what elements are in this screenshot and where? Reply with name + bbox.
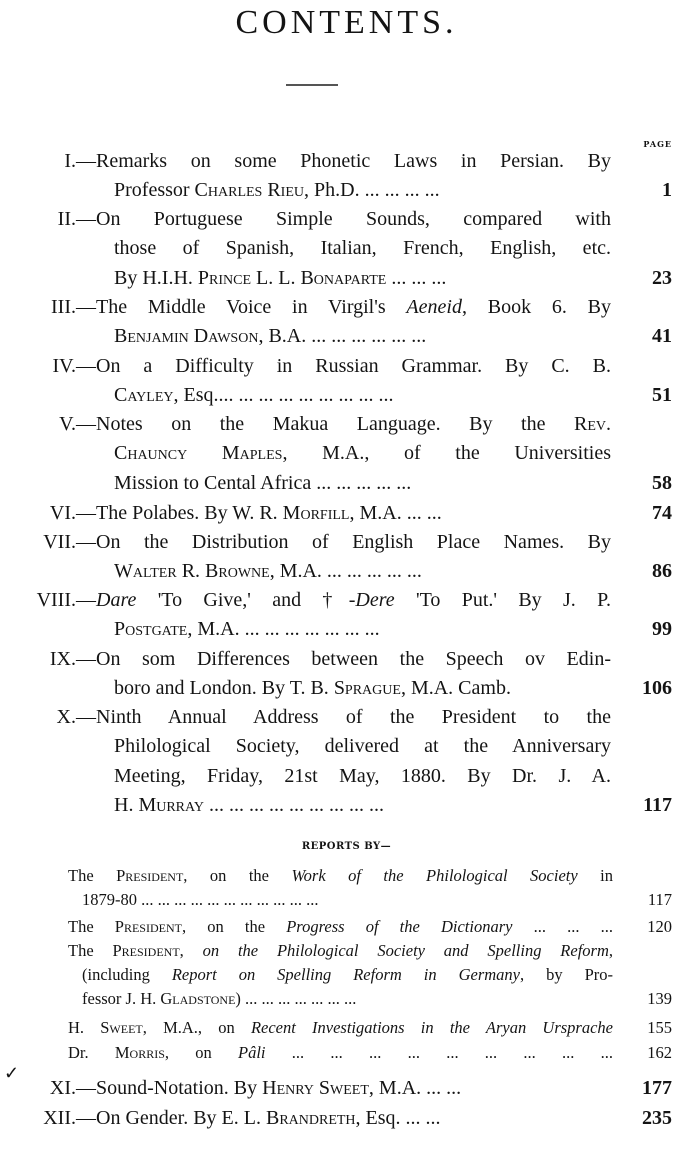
entry-page-number: 86: [652, 560, 672, 583]
entry-page-number: 177: [642, 1077, 672, 1099]
entry-line: Dare 'To Give,' and †-Dere 'To Put.' By J. P.: [96, 589, 611, 611]
report-line: The President, on the Philological Society and Spelling Reform,: [68, 941, 613, 960]
entry-page-number: 58: [652, 471, 672, 494]
entry-line: Meeting, Friday, 21st May, 1880. By Dr. J. A.: [114, 764, 611, 787]
entry-line: those of Spanish, Italian, French, English, etc.: [114, 237, 611, 260]
entry-line: On Portuguese Simple Sounds, compared with: [96, 208, 611, 230]
report-line: Dr. Morris, on Pâli ... ... ... ... ... ... ... ... ...: [68, 1043, 614, 1062]
entry-number: IV.—: [52, 355, 96, 377]
entry-line: Mission to Cental Africa ... ... ... ... ...: [114, 471, 412, 494]
entry-number: X.—: [56, 706, 96, 728]
report-line: fessor J. H. Gladstone) ... ... ... ... ... ... ...: [82, 989, 357, 1008]
entry-page-number: 41: [652, 325, 672, 348]
entry-line: Remarks on some Phonetic Laws in Persian. By: [96, 150, 611, 172]
page-column-header: PAGE: [643, 139, 672, 149]
title-rule: [286, 84, 338, 86]
report-page-number: 139: [647, 989, 672, 1008]
entry-line: Philological Society, delivered at the Anniversary: [114, 735, 611, 758]
report-line: The President, on the Progress of the Dictionary ... ... ...: [68, 917, 613, 936]
entry-line: On a Difficulty in Russian Grammar. By C. B.: [96, 355, 611, 377]
report-line: The President, on the Work of the Philological Society in: [68, 866, 613, 885]
entry-number: I.—: [64, 150, 96, 172]
report-line: (including Report on Spelling Reform in Germany, by Pro-: [82, 965, 613, 984]
entry-line: On som Differences between the Speech ov Edin-: [96, 648, 611, 670]
entry-line: Sound-Notation. By Henry Sweet, M.A. ... ...: [96, 1077, 462, 1099]
entry-page-number: 235: [642, 1107, 672, 1129]
report-line: 1879-80 ... ... ... ... ... ... ... ... ... ... ...: [82, 890, 319, 909]
reports-header: REPORTS BY—: [301, 841, 392, 852]
report-page-number: 155: [647, 1018, 672, 1037]
entry-line: Cayley, Esq.... ... ... ... ... ... ... ... ...: [114, 384, 394, 407]
entry-line: On the Distribution of English Place Names. By: [96, 531, 611, 553]
entry-line: Professor Charles Rieu, Ph.D. ... ... ... ...: [114, 179, 440, 202]
entry-number: IX.—: [49, 648, 96, 670]
entry-line: Chauncy Maples, M.A., of the Universities: [114, 442, 611, 465]
entry-number: V.—: [59, 413, 96, 435]
entry-line: On Gender. By E. L. Brandreth, Esq. ... ...: [96, 1107, 441, 1129]
entry-number: XI.—: [49, 1077, 96, 1099]
entry-page-number: 23: [652, 266, 672, 289]
entry-line: The Polabes. By W. R. Morfill, M.A. ... ...: [96, 502, 442, 524]
entry-line: Benjamin Dawson, B.A. ... ... ... ... ... ...: [114, 325, 427, 348]
entry-page-number: 99: [652, 618, 672, 641]
entry-number: II.—: [57, 208, 96, 230]
entry-number: III.—: [51, 296, 96, 318]
entry-line: H. Murray ... ... ... ... ... ... ... ... ...: [114, 793, 384, 816]
entry-number: VIII.—: [36, 589, 96, 611]
entry-page-number: 106: [642, 677, 672, 700]
entry-number: VII.—: [43, 531, 96, 553]
entry-line: Postgate, M.A. ... ... ... ... ... ... ...: [114, 618, 380, 641]
check-mark: ✓: [4, 1063, 20, 1084]
entry-number: VI.—: [49, 502, 96, 524]
entry-line: Ninth Annual Address of the President to the: [96, 706, 611, 728]
entry-line: Notes on the Makua Language. By the Rev.: [96, 413, 611, 435]
report-line: H. Sweet, M.A., on Recent Investigations in the Aryan Ursprache: [68, 1018, 613, 1037]
entry-page-number: 74: [652, 502, 672, 524]
entry-line: Walter R. Browne, M.A. ... ... ... ... ...: [114, 560, 422, 583]
entry-line: The Middle Voice in Virgil's Aeneid, Book 6. By: [96, 296, 611, 318]
entry-page-number: 1: [662, 179, 672, 202]
report-page-number: 162: [647, 1043, 672, 1062]
entry-line: boro and London. By T. B. Sprague, M.A. Camb.: [114, 677, 511, 700]
entry-page-number: 117: [643, 793, 672, 816]
entry-page-number: 51: [652, 384, 672, 407]
entry-number: XII.—: [43, 1107, 96, 1129]
report-page-number: 120: [647, 917, 672, 936]
page-title: CONTENTS.: [235, 4, 458, 41]
entry-line: By H.I.H. Prince L. L. Bonaparte ... ... ...: [114, 266, 447, 289]
report-page-number: 117: [647, 890, 672, 909]
